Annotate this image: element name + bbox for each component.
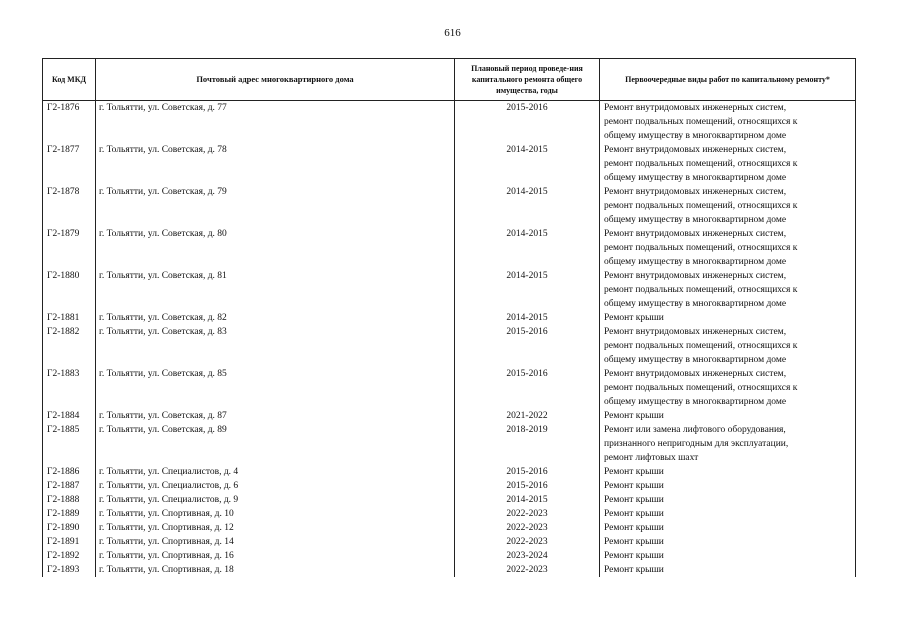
works-line: общему имуществу в многоквартирном доме — [604, 215, 787, 225]
cell-period: 2015-2016 — [455, 479, 600, 493]
table-row — [43, 521, 856, 535]
cell-code: Г2-1876 — [43, 101, 96, 144]
cell-address: г. Тольятти, ул. Советская, д. 79 — [96, 185, 455, 227]
works-line: ремонт подвальных помещений, относящихся к — [604, 243, 798, 253]
cell-address: г. Тольятти, ул. Советская, д. 89 — [96, 423, 455, 465]
cell-works — [600, 409, 856, 423]
cell-address: г. Тольятти, ул. Советская, д. 82 — [96, 311, 455, 325]
works-line: ремонт подвальных помещений, относящихся к — [604, 159, 798, 169]
works-line: Ремонт крыши — [604, 313, 664, 323]
works-line: Ремонт внутридомовых инженерных систем, — [604, 103, 787, 113]
table-row — [43, 325, 856, 367]
cell-code: Г2-1879 — [43, 227, 96, 269]
table-row — [43, 507, 856, 521]
cell-code: Г2-1880 — [43, 269, 96, 311]
cell-address: г. Тольятти, ул. Советская, д. 77 — [96, 101, 455, 144]
cell-period: 2022-2023 — [455, 521, 600, 535]
table-row — [43, 479, 856, 493]
table-body — [43, 101, 856, 578]
works-line: Ремонт внутридомовых инженерных систем, — [604, 145, 787, 155]
cell-period: 2018-2019 — [455, 423, 600, 465]
cell-works — [600, 549, 856, 563]
table-row — [43, 227, 856, 269]
works-line: Ремонт крыши — [604, 537, 664, 547]
cell-address: г. Тольятти, ул. Специалистов, д. 6 — [96, 479, 455, 493]
table-row — [43, 535, 856, 549]
cell-period: 2015-2016 — [455, 101, 600, 144]
works-line: ремонт подвальных помещений, относящихся к — [604, 201, 798, 211]
cell-code: Г2-1877 — [43, 143, 96, 185]
table-row — [43, 269, 856, 311]
works-line: Ремонт внутридомовых инженерных систем, — [604, 271, 787, 281]
header-code: Код МКД — [43, 59, 96, 101]
works-line: Ремонт крыши — [604, 509, 664, 519]
cell-works — [600, 101, 856, 144]
works-line: общему имуществу в многоквартирном доме — [604, 355, 787, 365]
table-row — [43, 143, 856, 185]
cell-works — [600, 507, 856, 521]
cell-works — [600, 311, 856, 325]
works-line: Ремонт внутридомовых инженерных систем, — [604, 369, 787, 379]
table-row — [43, 549, 856, 563]
cell-period: 2015-2016 — [455, 367, 600, 409]
cell-works — [600, 325, 856, 367]
works-line: ремонт подвальных помещений, относящихся к — [604, 285, 798, 295]
cell-period: 2014-2015 — [455, 493, 600, 507]
cell-address: г. Тольятти, ул. Спортивная, д. 18 — [96, 563, 455, 577]
cell-address: г. Тольятти, ул. Спортивная, д. 10 — [96, 507, 455, 521]
cell-code: Г2-1885 — [43, 423, 96, 465]
cell-code: Г2-1890 — [43, 521, 96, 535]
cell-address: г. Тольятти, ул. Специалистов, д. 4 — [96, 465, 455, 479]
cell-works — [600, 423, 856, 465]
cell-works — [600, 143, 856, 185]
cell-works — [600, 479, 856, 493]
capital-repair-table — [42, 58, 856, 577]
cell-works — [600, 185, 856, 227]
cell-code: Г2-1878 — [43, 185, 96, 227]
cell-address: г. Тольятти, ул. Советская, д. 80 — [96, 227, 455, 269]
cell-works — [600, 521, 856, 535]
cell-period: 2014-2015 — [455, 185, 600, 227]
page-number: 616 — [444, 27, 461, 39]
works-line: Ремонт крыши — [604, 551, 664, 561]
cell-period: 2015-2016 — [455, 465, 600, 479]
cell-period: 2021-2022 — [455, 409, 600, 423]
cell-works — [600, 367, 856, 409]
cell-works — [600, 227, 856, 269]
cell-period: 2022-2023 — [455, 507, 600, 521]
table-row — [43, 311, 856, 325]
cell-works — [600, 465, 856, 479]
cell-code: Г2-1883 — [43, 367, 96, 409]
table-row — [43, 563, 856, 577]
cell-period: 2014-2015 — [455, 311, 600, 325]
works-line: признанного непригодным для эксплуатации, — [604, 439, 789, 449]
table-row — [43, 367, 856, 409]
cell-code: Г2-1892 — [43, 549, 96, 563]
cell-period: 2014-2015 — [455, 143, 600, 185]
cell-address: г. Тольятти, ул. Советская, д. 85 — [96, 367, 455, 409]
cell-address: г. Тольятти, ул. Советская, д. 78 — [96, 143, 455, 185]
works-line: Ремонт внутридомовых инженерных систем, — [604, 229, 787, 239]
works-line: ремонт подвальных помещений, относящихся к — [604, 117, 798, 127]
works-line: Ремонт крыши — [604, 565, 664, 575]
cell-code: Г2-1882 — [43, 325, 96, 367]
works-line: Ремонт крыши — [604, 495, 664, 505]
works-line: Ремонт внутридомовых инженерных систем, — [604, 327, 787, 337]
header-address: Почтовый адрес многоквартирного дома — [96, 59, 455, 101]
table-row — [43, 409, 856, 423]
cell-address: г. Тольятти, ул. Советская, д. 83 — [96, 325, 455, 367]
works-line: ремонт лифтовых шахт — [604, 453, 699, 463]
cell-period: 2015-2016 — [455, 325, 600, 367]
cell-works — [600, 269, 856, 311]
works-line: Ремонт внутридомовых инженерных систем, — [604, 187, 787, 197]
cell-address: г. Тольятти, ул. Спортивная, д. 12 — [96, 521, 455, 535]
cell-code: Г2-1887 — [43, 479, 96, 493]
works-line: ремонт подвальных помещений, относящихся к — [604, 341, 798, 351]
works-line: Ремонт крыши — [604, 467, 664, 477]
cell-code: Г2-1889 — [43, 507, 96, 521]
table-row — [43, 101, 856, 144]
cell-address: г. Тольятти, ул. Специалистов, д. 9 — [96, 493, 455, 507]
cell-code: Г2-1881 — [43, 311, 96, 325]
works-line: общему имуществу в многоквартирном доме — [604, 257, 787, 267]
cell-works — [600, 493, 856, 507]
cell-code: Г2-1884 — [43, 409, 96, 423]
cell-code: Г2-1886 — [43, 465, 96, 479]
cell-address: г. Тольятти, ул. Спортивная, д. 14 — [96, 535, 455, 549]
works-line: общему имуществу в многоквартирном доме — [604, 397, 787, 407]
header-period: Плановый период проведе-ния капитального ремонта общего имущества, годы — [455, 59, 600, 101]
works-line: Ремонт крыши — [604, 523, 664, 533]
cell-code: Г2-1893 — [43, 563, 96, 577]
works-line: общему имуществу в многоквартирном доме — [604, 131, 787, 141]
works-line: общему имуществу в многоквартирном доме — [604, 173, 787, 183]
cell-period: 2014-2015 — [455, 227, 600, 269]
works-line: Ремонт крыши — [604, 481, 664, 491]
header-works: Первоочередные виды работ по капитальному ремонту* — [600, 59, 856, 101]
cell-code: Г2-1888 — [43, 493, 96, 507]
works-line: ремонт подвальных помещений, относящихся к — [604, 383, 798, 393]
cell-period: 2022-2023 — [455, 563, 600, 577]
table-row — [43, 423, 856, 465]
table-header — [43, 59, 856, 101]
cell-address: г. Тольятти, ул. Советская, д. 81 — [96, 269, 455, 311]
cell-code: Г2-1891 — [43, 535, 96, 549]
cell-address: г. Тольятти, ул. Спортивная, д. 16 — [96, 549, 455, 563]
cell-address: г. Тольятти, ул. Советская, д. 87 — [96, 409, 455, 423]
works-line: Ремонт или замена лифтового оборудования, — [604, 425, 786, 435]
cell-period: 2022-2023 — [455, 535, 600, 549]
table-row — [43, 465, 856, 479]
table-row — [43, 185, 856, 227]
cell-works — [600, 535, 856, 549]
works-line: Ремонт крыши — [604, 411, 664, 421]
cell-period: 2014-2015 — [455, 269, 600, 311]
table-row — [43, 493, 856, 507]
cell-period: 2023-2024 — [455, 549, 600, 563]
cell-works — [600, 563, 856, 577]
works-line: общему имуществу в многоквартирном доме — [604, 299, 787, 309]
